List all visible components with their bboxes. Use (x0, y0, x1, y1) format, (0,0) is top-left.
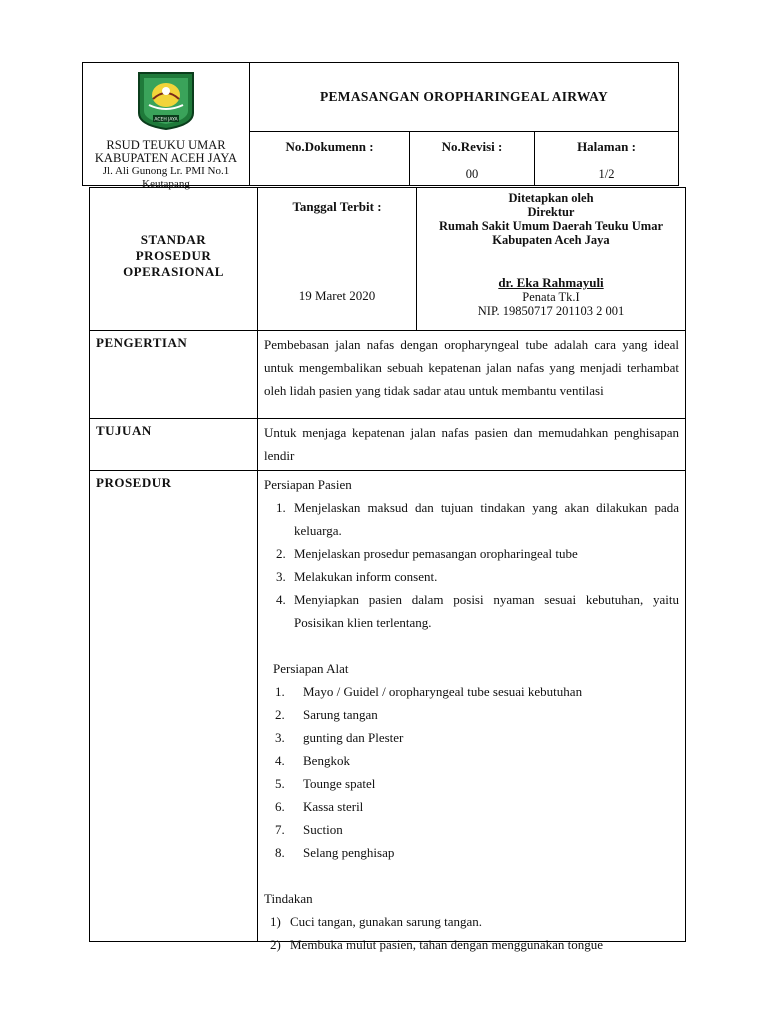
list-item-text: Kassa steril (303, 799, 364, 814)
list-item-text: Cuci tangan, gunakan sarung tangan. (290, 914, 483, 929)
prosedur-row (90, 471, 685, 952)
list-item: 1. Mayo / Guidel / oropharyngeal tube sesuai kebutuhan (275, 684, 583, 699)
tindakan-list (264, 910, 679, 956)
prosedur-content-cell (258, 471, 685, 952)
institution-address (83, 139, 249, 191)
approval-line-1: Ditetapkan oleh (508, 191, 594, 205)
issue-date-cell (258, 188, 417, 330)
persiapan-alat-title: Persiapan Alat (273, 661, 349, 676)
tujuan-text: Untuk menjaga kepatenan jalan nafas pasien dan memudahkan penghisapan lendir (264, 425, 679, 463)
sop-title-line-3: OPERASIONAL (123, 264, 224, 279)
list-item-text: Bengkok (303, 753, 350, 768)
page-cell (535, 132, 678, 185)
list-item-text: Suction (303, 822, 343, 837)
revision-cell (410, 132, 535, 185)
list-item: 6. Kassa steril (275, 799, 364, 814)
list-item-text: gunting dan Plester (303, 730, 404, 745)
list-item-text: Selang penghisap (303, 845, 395, 860)
list-item-text: Mayo / Guidel / oropharyngeal tube sesuai kebutuhan (303, 684, 583, 699)
list-item: 4. Bengkok (275, 753, 350, 768)
approval-cell (417, 188, 685, 330)
pengertian-label-cell (90, 331, 258, 418)
list-item-text: Menjelaskan maksud dan tujuan tindakan yang akan dilakukan pada keluarga. (294, 500, 679, 538)
list-item: 3. Melakukan inform consent. (276, 569, 438, 584)
pengertian-label: PENGERTIAN (96, 335, 188, 350)
sop-title-line-1: STANDAR (140, 232, 207, 247)
list-item: 1. Menjelaskan maksud dan tujuan tindakan yang akan dilakukan pada keluarga. (276, 500, 679, 538)
page-label: Halaman : (577, 139, 636, 154)
tujuan-content-cell (258, 419, 685, 470)
list-item: 1) Cuci tangan, gunakan sarung tangan. (270, 914, 483, 929)
revision-label: No.Revisi : (441, 139, 503, 154)
list-item: 8. Selang penghisap (275, 845, 395, 860)
list-item-text: Tounge spatel (303, 776, 376, 791)
issue-date-value: 19 Maret 2020 (298, 288, 376, 303)
approval-line-3: Rumah Sakit Umum Daerah Teuku Umar (439, 219, 663, 233)
document-title: PEMASANGAN OROPHARINGEAL AIRWAY (319, 89, 609, 104)
list-item-text: Menjelaskan prosedur pemasangan oropharingeal tube (294, 546, 578, 561)
issue-date-label: Tanggal Terbit : (292, 199, 382, 214)
persiapan-pasien-list (264, 496, 679, 634)
list-item-text: Sarung tangan (303, 707, 378, 722)
approver-nip: NIP. 19850717 201103 2 001 (477, 304, 625, 318)
aceh-jaya-logo (135, 69, 197, 131)
institution-regency: KABUPATEN ACEH JAYA (94, 151, 238, 165)
approval-line-4: Kabupaten Aceh Jaya (492, 233, 610, 247)
approval-authority (417, 191, 685, 247)
pengertian-text: Pembebasan jalan nafas dengan oropharyngeal tube adalah cara yang ideal untuk mengembalikan sebuah kepatenan jalan nafas yang menjadi terhambat oleh lidah pasien yang tidak sadar atau untuk membantu ventilasi (264, 337, 679, 398)
title-cell (250, 63, 678, 132)
sop-title-line-2: PROSEDUR (135, 248, 212, 263)
list-item-text: Membuka mulut pasien, tahan dengan menggunakan tongue (290, 937, 604, 952)
persiapan-pasien-title: Persiapan Pasien (264, 477, 352, 492)
sop-identity-row (90, 188, 685, 331)
prosedur-label: PROSEDUR (96, 475, 172, 490)
persiapan-alat-list (273, 680, 679, 864)
tujuan-label-cell (90, 419, 258, 470)
revision-value: 00 (465, 167, 479, 181)
approver-rank: Penata Tk.I (522, 290, 580, 304)
institution-name: RSUD TEUKU UMAR (106, 138, 226, 152)
approver-name: dr. Eka Rahmayuli (498, 275, 604, 290)
list-item: 3. gunting dan Plester (275, 730, 404, 745)
list-item: 2. Sarung tangan (275, 707, 378, 722)
institution-cell (83, 63, 250, 190)
logo-text: ACEH JAYA (154, 117, 178, 123)
approval-line-2: Direktur (527, 205, 575, 219)
sop-title (90, 232, 257, 280)
approver-signature-block (417, 276, 685, 318)
tujuan-row (90, 419, 685, 471)
list-item-text: Melakukan inform consent. (294, 569, 438, 584)
tujuan-label: TUJUAN (96, 423, 152, 438)
doc-number-cell (250, 132, 410, 185)
pengertian-content-cell (258, 331, 685, 418)
page-value: 1/2 (598, 167, 615, 181)
doc-number-label: No.Dokumenn : (285, 139, 374, 154)
list-item: 7. Suction (275, 822, 343, 837)
tindakan-title: Tindakan (264, 891, 313, 906)
list-item-text: Menyiapkan pasien dalam posisi nyaman sesuai kebutuhan, yaitu Posisikan klien terlentang. (294, 592, 679, 630)
prosedur-content (264, 473, 679, 956)
list-item: 4. Menyiapkan pasien dalam posisi nyaman sesuai kebutuhan, yaitu Posisikan klien terlentang. (276, 592, 679, 630)
prosedur-label-cell (90, 471, 258, 941)
institution-city: Keutapang (142, 178, 190, 190)
sop-table (89, 187, 686, 952)
list-item: 2. Menjelaskan prosedur pemasangan oropharingeal tube (276, 546, 578, 561)
institution-street: Jl. Ali Gunong Lr. PMI No.1 (102, 165, 230, 177)
list-item: 5. Tounge spatel (275, 776, 376, 791)
document-header (82, 62, 679, 190)
list-item: 2) Membuka mulut pasien, tahan dengan menggunakan tongue (270, 937, 604, 952)
sop-title-cell (90, 188, 258, 330)
pengertian-row (90, 331, 685, 419)
